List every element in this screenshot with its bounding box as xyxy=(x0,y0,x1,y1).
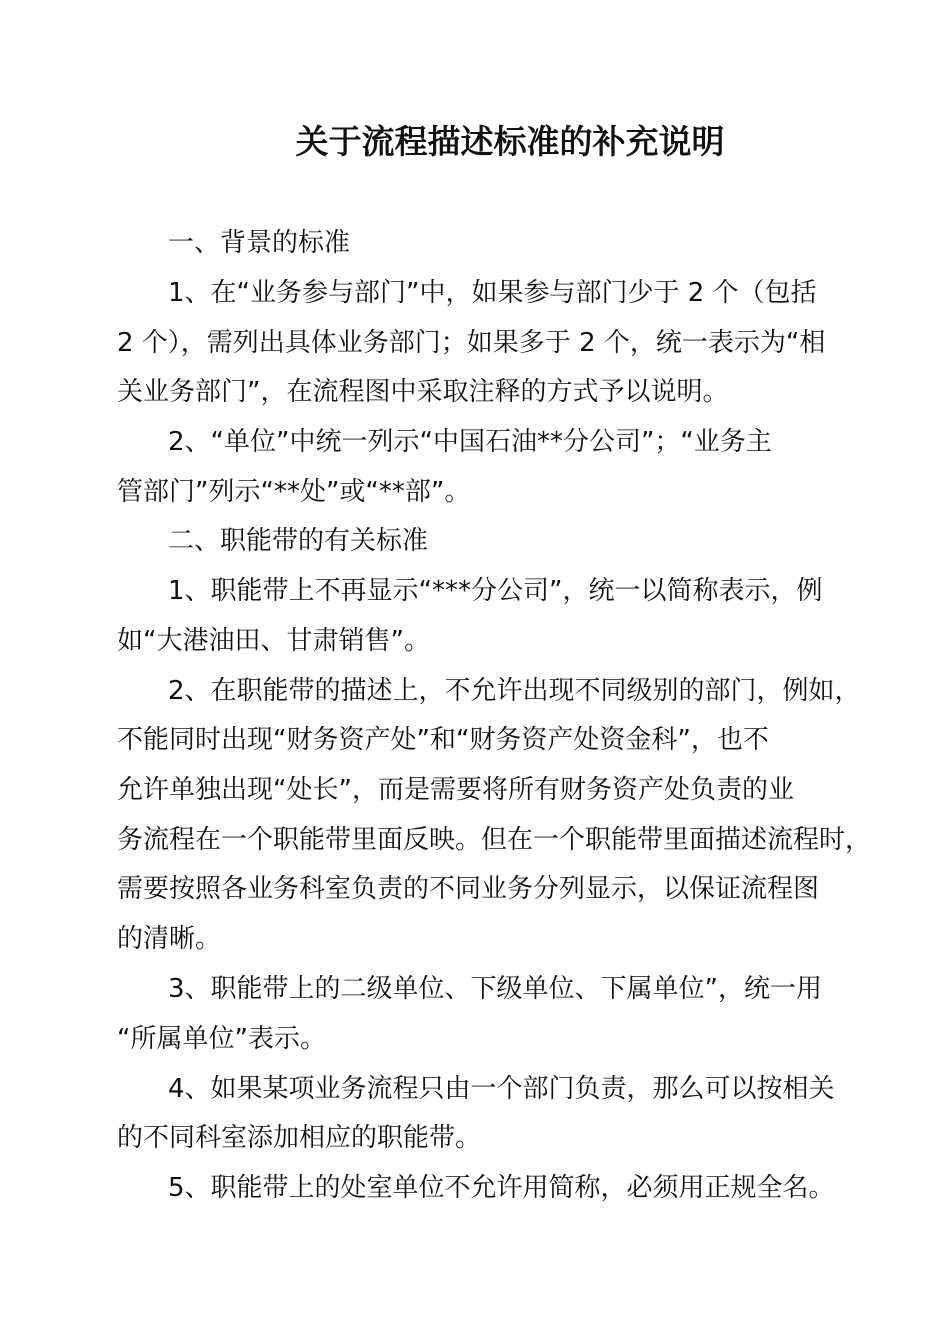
paragraph-line: 3、职能带上的二级单位、下级单位、下属单位”，统一用 xyxy=(168,974,823,1004)
paragraph-line: 4、如果某项业务流程只由一个部门负责，那么可以按相关 xyxy=(168,1074,835,1104)
paragraph-line: 1、职能带上不再显示“***分公司”，统一以简称表示，例 xyxy=(168,576,823,606)
section-heading-background: 一、背景的标准 xyxy=(168,228,351,258)
paragraph-line: 需要按照各业务科室负责的不同业务分列显示，以保证流程图 xyxy=(117,874,820,904)
paragraph-line: 的清晰。 xyxy=(117,924,222,954)
paragraph-line: 5、职能带上的处室单位不允许用简称，必须用正规全名。 xyxy=(168,1173,835,1203)
paragraph-line: 如“大港油田、甘肃销售”。 xyxy=(117,626,430,656)
paragraph-line: 2、在职能带的描述上，不允许出现不同级别的部门，例如， xyxy=(168,676,861,706)
paragraph-line: 2、“单位”中统一列示“中国石油**分公司”；“业务主 xyxy=(168,427,772,457)
paragraph-line: 允许单独出现“处长”，而是需要将所有财务资产处负责的业 xyxy=(117,775,794,805)
page-title: 关于流程描述标准的补充说明 xyxy=(295,122,725,161)
paragraph-line: “所属单位”表示。 xyxy=(117,1024,326,1054)
paragraph-line: 1、在“业务参与部门”中，如果参与部门少于 2 个（包括 xyxy=(168,278,817,308)
section-heading-function-band: 二、职能带的有关标准 xyxy=(168,526,429,556)
paragraph-line: 不能同时出现“财务资产处”和“财务资产处资金科”，也不 xyxy=(117,725,769,755)
paragraph-line: 务流程在一个职能带里面反映。但在一个职能带里面描述流程时， xyxy=(117,825,872,855)
paragraph-line: 的不同科室添加相应的职能带。 xyxy=(117,1123,482,1153)
paragraph-line: 管部门”列示“**处”或“**部”。 xyxy=(117,477,471,507)
paragraph-line: 关业务部门”，在流程图中采取注释的方式予以说明。 xyxy=(117,377,729,407)
paragraph-line: 2 个），需列出具体业务部门；如果多于 2 个，统一表示为“相 xyxy=(117,328,826,358)
